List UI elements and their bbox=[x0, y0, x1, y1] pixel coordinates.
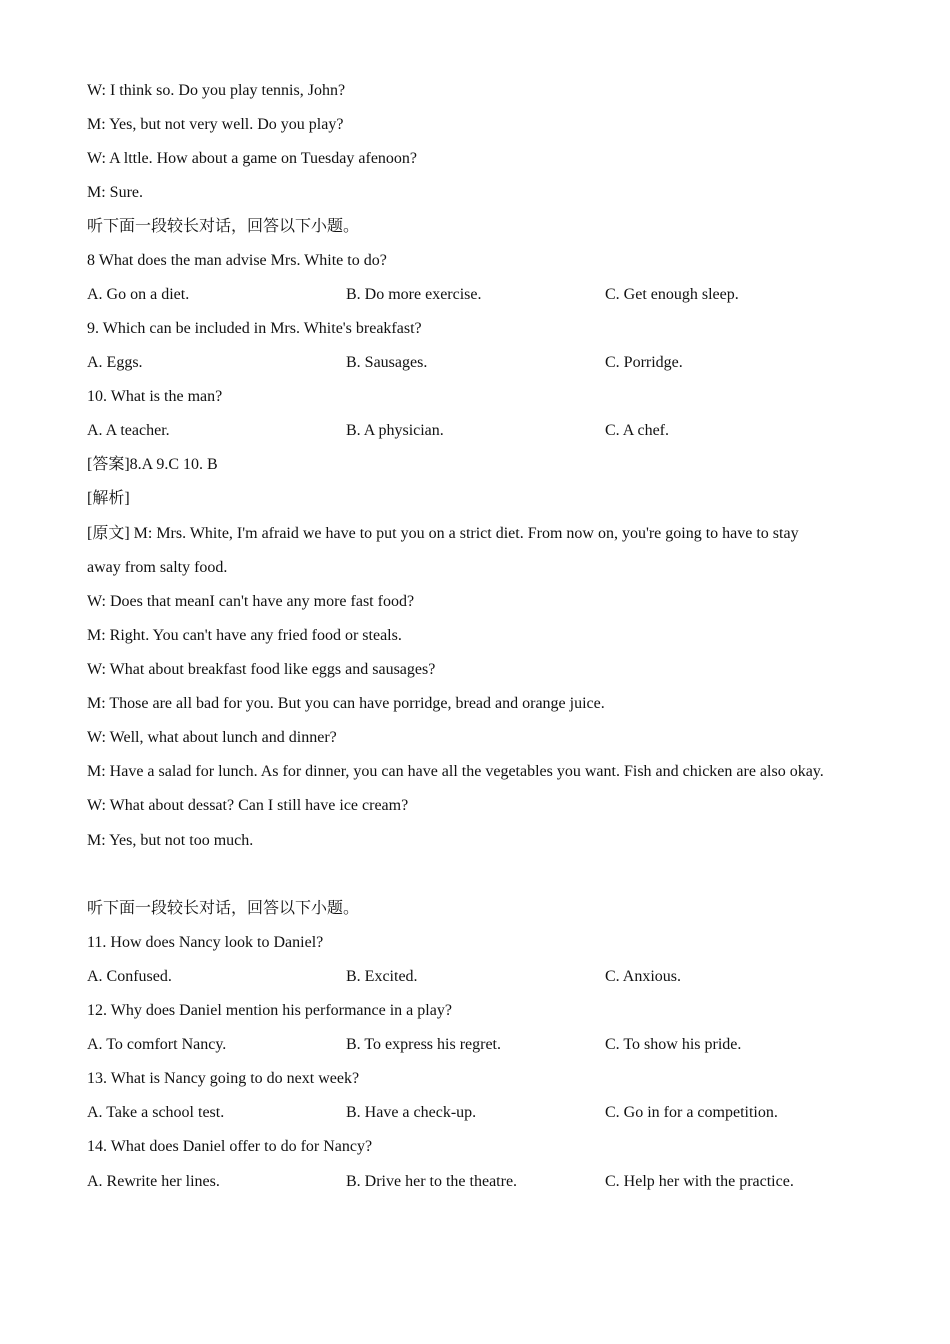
q8-option-b: B. Do more exercise. bbox=[346, 286, 482, 303]
q8-option-c: C. Get enough sleep. bbox=[605, 286, 739, 303]
question-11: 11. How does Nancy look to Daniel? bbox=[87, 934, 324, 951]
q11-option-a: A. Confused. bbox=[87, 968, 172, 985]
question-12: 12. Why does Daniel mention his performance in a play? bbox=[87, 1002, 452, 1019]
question-14: 14. What does Daniel offer to do for Nancy? bbox=[87, 1138, 373, 1155]
question-13: 13. What is Nancy going to do next week? bbox=[87, 1070, 360, 1087]
transcript-line: M: Right. You can't have any fried food or steals. bbox=[87, 627, 402, 644]
transcript-line: away from salty food. bbox=[87, 559, 228, 576]
q10-option-c: C. A chef. bbox=[605, 422, 669, 439]
q9-option-c: C. Porridge. bbox=[605, 354, 683, 371]
q12-option-c: C. To show his pride. bbox=[605, 1036, 742, 1053]
transcript-line: M: Have a salad for lunch. As for dinner, you can have all the vegetables you want. Fish and chicken are also okay. bbox=[87, 763, 824, 780]
transcript-line: W: What about breakfast food like eggs and sausages? bbox=[87, 661, 436, 678]
q10-option-b: B. A physician. bbox=[346, 422, 444, 439]
transcript-line: W: Does that meanI can't have any more fast food? bbox=[87, 593, 415, 610]
question-10: 10. What is the man? bbox=[87, 388, 223, 405]
question-9: 9. Which can be included in Mrs. White's breakfast? bbox=[87, 320, 422, 337]
q11-option-b: B. Excited. bbox=[346, 968, 418, 985]
transcript-line: [原文] M: Mrs. White, I'm afraid we have to put you on a strict diet. From now on, you're going to have to stay bbox=[87, 525, 799, 542]
q14-option-a: A. Rewrite her lines. bbox=[87, 1173, 220, 1190]
transcript-line: W: What about dessat? Can I still have ice cream? bbox=[87, 797, 409, 814]
q9-option-b: B. Sausages. bbox=[346, 354, 428, 371]
section-instruction: 听下面一段较长对话，回答以下小题。 bbox=[87, 218, 360, 235]
dialogue-line: W: A lttle. How about a game on Tuesday afenoon? bbox=[87, 150, 418, 167]
q8-option-a: A. Go on a diet. bbox=[87, 286, 190, 303]
dialogue-line: M: Sure. bbox=[87, 184, 143, 201]
q9-option-a: A. Eggs. bbox=[87, 354, 143, 371]
dialogue-line: W: I think so. Do you play tennis, John? bbox=[87, 82, 346, 99]
q12-option-b: B. To express his regret. bbox=[346, 1036, 501, 1053]
transcript-line: M: Those are all bad for you. But you can have porridge, bread and orange juice. bbox=[87, 695, 605, 712]
transcript-line: M: Yes, but not too much. bbox=[87, 832, 254, 849]
answer-key: [答案]8.A 9.C 10. B bbox=[87, 456, 218, 473]
q13-option-b: B. Have a check-up. bbox=[346, 1104, 477, 1121]
section-instruction: 听下面一段较长对话，回答以下小题。 bbox=[87, 900, 360, 917]
q12-option-a: A. To comfort Nancy. bbox=[87, 1036, 227, 1053]
q13-option-a: A. Take a school test. bbox=[87, 1104, 225, 1121]
q13-option-c: C. Go in for a competition. bbox=[605, 1104, 778, 1121]
q14-option-b: B. Drive her to the theatre. bbox=[346, 1173, 518, 1190]
dialogue-line: M: Yes, but not very well. Do you play? bbox=[87, 116, 344, 133]
q14-option-c: C. Help her with the practice. bbox=[605, 1173, 794, 1190]
analysis-label: [解析] bbox=[87, 490, 130, 507]
q11-option-c: C. Anxious. bbox=[605, 968, 682, 985]
q10-option-a: A. A teacher. bbox=[87, 422, 170, 439]
question-8: 8 What does the man advise Mrs. White to do? bbox=[87, 252, 387, 269]
transcript-line: W: Well, what about lunch and dinner? bbox=[87, 729, 337, 746]
